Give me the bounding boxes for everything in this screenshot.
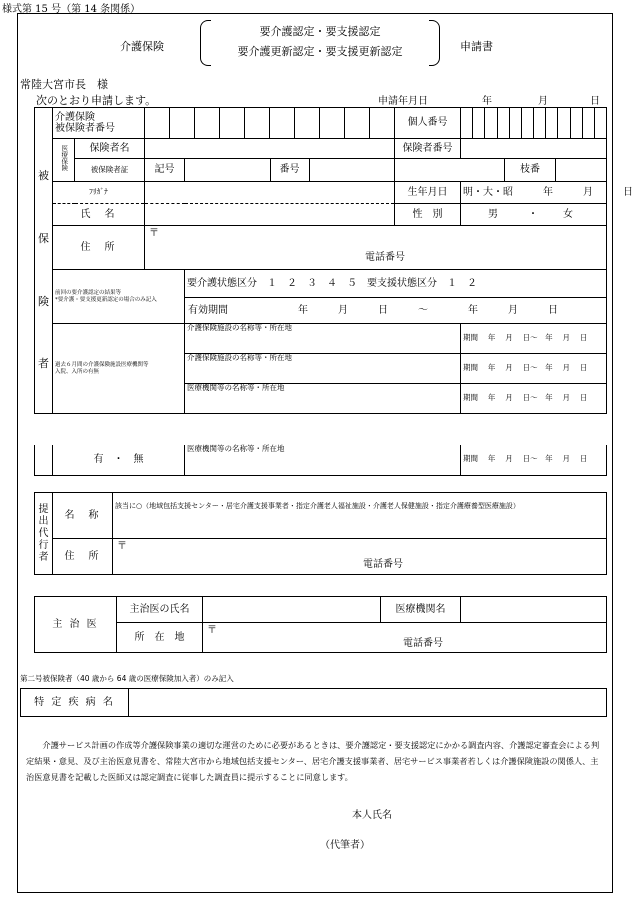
symbol-label: 記号 — [145, 159, 185, 182]
sex-female: 女 — [563, 208, 573, 220]
doctor-table — [34, 596, 607, 653]
sex-male: 男 — [488, 208, 498, 220]
card-label: 被保険者証 — [75, 159, 145, 182]
personal-number-label: 個人番号 — [395, 108, 461, 139]
facility-period[interactable]: 期間 年 月 日～ 年 月 日 — [461, 324, 607, 354]
disease-field[interactable] — [129, 689, 607, 717]
signature-label: 本人氏名 — [352, 810, 392, 821]
phone-label: 電話番号 — [365, 252, 405, 263]
sex-label: 性 別 — [395, 204, 461, 226]
consent-text: 介護サービス計画の作成等介護保険事業の適切な運営のために必要があるときは、要介護認定・要支援認定にかかる調査内容、介護認定審査会による判定結果・意見、及び主治医意見書を、常陸大宮市から地域包括支援センター、居宅介護支援事業者、居宅サービス事業者若しくは介護保険施設の関係人、主治医意見書を記載した医師又は認定調査に従事した調査員に提示することに同意します。 — [26, 740, 600, 782]
address-label: 住 所 — [53, 226, 145, 270]
facility-period[interactable]: 期間 年 月 日～ 年 月 日 — [461, 445, 607, 475]
disease-table — [20, 688, 607, 717]
agent-name-note[interactable]: 該当に○（地域包括支援センター・居宅介護支援事業者・指定介護老人福祉施設・介護老人保健施設・指定介護療養型医療施設） — [113, 493, 607, 539]
secondary-note: 第二号被保険者（40 歳から 64 歳の医療保険加入者）のみ記入 — [20, 674, 234, 683]
validity-values: 年 月 日 ～ 年 月 日 — [298, 304, 558, 316]
medical-insurance-label: 医療保険 — [53, 139, 75, 182]
location-field[interactable]: 〒 電話番号 — [203, 623, 607, 653]
birthdate-label: 生年月日 — [395, 182, 461, 204]
header-type-bracket — [200, 20, 440, 66]
insured-number-label: 介護保険 被保険者番号 — [53, 108, 145, 139]
form-number: 様式第 15 号（第 14 条関係） — [2, 4, 141, 15]
previous-result-note: 前回の要介護認定の結果等 *要介護・要支援更新認定の場合のみ記入 — [53, 270, 185, 324]
facility-row[interactable]: 医療機関等の名称等・所在地 — [185, 384, 461, 414]
agent-side-label: 提 出 代 行 者 — [35, 493, 53, 575]
applicant-table-cont — [34, 445, 607, 476]
doctor-label: 主 治 医 — [35, 597, 117, 653]
address-field[interactable] — [145, 226, 607, 270]
facility-row[interactable]: 医療機関等の名称等・所在地 — [185, 445, 461, 475]
agent-phone-label: 電話番号 — [363, 559, 403, 570]
furigana-label: ﾌﾘｶﾞﾅ — [53, 182, 145, 204]
doctor-name-label: 主治医の氏名 — [117, 597, 203, 623]
insurer-number-label: 保険者番号 — [395, 139, 461, 159]
header-type-line2: 要介護更新認定・要支援更新認定 — [237, 45, 403, 58]
facility-note: 過去６月間の介護保険施設医療機関等 入院、入所の有無 — [53, 324, 185, 414]
facility-row[interactable]: 介護保険施設の名称等・所在地 — [185, 324, 461, 354]
side-char: 被 — [38, 169, 49, 183]
application-date-label: 申請年月日 — [378, 96, 428, 107]
side-char: 者 — [38, 357, 49, 371]
name-field[interactable] — [145, 204, 395, 226]
application-year: 年 — [482, 96, 492, 107]
furigana-field[interactable] — [145, 182, 395, 204]
agent-table — [34, 492, 607, 575]
agent-address-field[interactable]: 〒 電話番号 — [113, 539, 607, 575]
postal-mark: 〒 — [149, 228, 159, 239]
number-label: 番号 — [271, 159, 310, 181]
facility-period[interactable]: 期間 年 月 日～ 年 月 日 — [461, 384, 607, 414]
application-month: 月 — [538, 96, 548, 107]
validity-row[interactable] — [185, 298, 607, 324]
symbol-number-field[interactable] — [185, 159, 395, 182]
doctor-phone-label: 電話番号 — [403, 638, 443, 649]
institution-field[interactable] — [461, 597, 607, 623]
birthdate-values[interactable]: 明・大・昭 年 月 日 — [461, 182, 607, 204]
facility-period[interactable]: 期間 年 月 日～ 年 月 日 — [461, 354, 607, 384]
branch-label: 枝番 — [505, 159, 556, 181]
header-service: 介護保険 — [120, 40, 164, 53]
personal-number-boxes[interactable] — [461, 108, 607, 139]
side-char: 険 — [38, 294, 49, 308]
insurer-name-field[interactable] — [145, 139, 395, 159]
applicant-table — [34, 107, 633, 414]
insurer-name-label: 保険者名 — [75, 139, 145, 159]
institution-label: 医療機関名 — [381, 597, 461, 623]
care-level-line[interactable]: 要介護状態区分 １ ２ ３ ４ ５ 要支援状態区分 １ ２ — [185, 270, 607, 298]
branch-field[interactable] — [395, 159, 607, 182]
agent-name-label: 名 称 — [53, 493, 113, 539]
intro-text: 次のとおり申請します。 — [36, 94, 157, 107]
application-day: 日 — [590, 96, 600, 107]
addressee: 常陸大宮市長 様 — [20, 78, 108, 91]
applicant-side-label — [35, 108, 53, 414]
doctor-name-field[interactable] — [203, 597, 381, 623]
agent-address-label: 住 所 — [53, 539, 113, 575]
insurer-number-field[interactable] — [461, 139, 607, 159]
proxy-label: （代筆者） — [320, 840, 370, 851]
disease-label: 特 定 疾 病 名 — [21, 689, 129, 717]
insured-number-boxes[interactable] — [145, 108, 395, 139]
name-label: 氏 名 — [53, 204, 145, 226]
location-label: 所 在 地 — [117, 623, 203, 653]
validity-label: 有効期間 — [188, 304, 228, 316]
sex-options[interactable]: 男 ・ 女 — [461, 204, 607, 226]
header-type-line1: 要介護認定・要支援認定 — [259, 25, 381, 38]
presence-options[interactable]: 有 ・ 無 — [53, 445, 185, 475]
side-char: 保 — [38, 231, 49, 245]
header-suffix: 申請書 — [460, 40, 493, 53]
facility-row[interactable]: 介護保険施設の名称等・所在地 — [185, 354, 461, 384]
